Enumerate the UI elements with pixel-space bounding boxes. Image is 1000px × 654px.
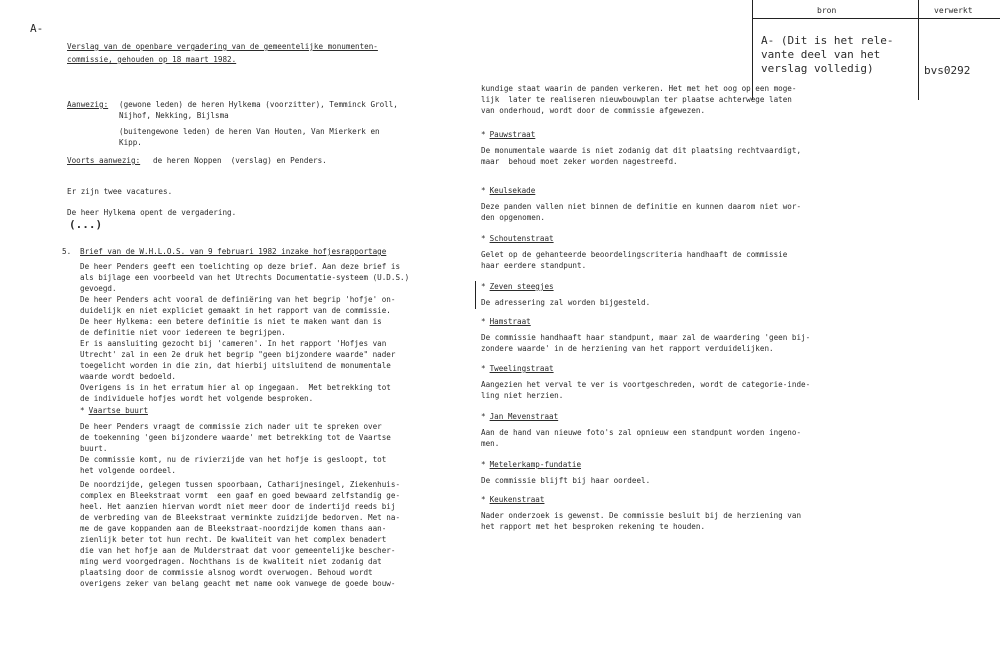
asterisk-icon: * [481,495,486,504]
text-line: de toekenning 'geen bijzondere waarde' met betrekking tot de Vaartse [80,433,391,442]
column-header-verwerkt: verwerkt [934,6,973,15]
item-number: 5. [62,247,72,256]
section-jan-mevenstraat [481,411,801,449]
text-line: complex en Bleekstraat vormt een gaaf en goed bewaard zelfstandig ge- [80,491,401,500]
asterisk-icon: * [481,317,486,326]
report-title-line-2: commissie, gehouden op 18 maart 1982. [67,55,237,64]
text-line: Er is aansluiting gezocht bij 'cameren'. In het rapport 'Hofjes van [80,339,387,348]
text-line: Aangezien het verval te ver is voortgeschreden, wordt de categorie-inde- [481,380,811,389]
text-line: zienlijk beter tot hun recht. De kwaliteit van het complex benadert [80,535,387,544]
aanwezig-line-3: (buitengewone leden) de heren Van Houten, Van Mierkerk en [119,127,380,136]
section-heading: Zeven steegjes [489,282,554,291]
text-line: den opgenomen. [481,213,546,222]
section-heading: Hamstraat [489,317,531,326]
opening-text: De heer Hylkema opent de vergadering. [67,208,237,217]
text-line: buurt. [80,444,108,453]
text-line: haar eerdere standpunt. [481,261,587,270]
asterisk-icon: * [481,130,486,139]
item-title: Brief van de W.H.L.O.S. van 9 februari 1982 inzake hofjesrapportage [80,247,387,256]
text-line: heel. Het aanzien hiervan wordt niet meer door de indertijd reeds bij [80,502,396,511]
section-keulsekade [481,185,801,223]
section-heading: Pauwstraat [489,130,536,139]
section-heading: Jan Mevenstraat [489,412,559,421]
text-line: ling niet herzien. [481,391,564,400]
noordzijde-paragraph [80,479,400,589]
text-line: als bijlage een voorbeeld van het Utrechts Documentatie-systeem (U.D.S.) [80,273,410,282]
section-heading: Schoutenstraat [489,234,554,243]
text-line: De heer Penders acht vooral de definiëring van het begrip 'hofje' on- [80,295,396,304]
text-line: ming werd voorgedragen. Nochthans is de kwaliteit niet zodanig dat [80,557,382,566]
text-line: Utrecht' zal in een 2e druk het begrip "geen bijzondere waarde" nader [80,350,396,359]
text-line: De commissie handhaaft haar standpunt, maar zal de waardering 'geen bij- [481,333,811,342]
aanwezig-label: Aanwezig: [67,100,109,109]
section-heading: Keukenstraat [489,495,545,504]
text-line: De heer Penders vraagt de commissie zich nader uit te spreken over [80,422,382,431]
text-line: de verbreding van de Bleekstraat verminkte zuidzijde bedorven. Met na- [80,513,401,522]
text-line: Overigens is in het erratum hier al op ingegaan. Met betrekking tot [80,383,391,392]
bron-line-2: vante deel van het [761,48,881,61]
text-line: toegelicht worden in die zin, dat hierbij uitsluitend de monumentale [80,361,391,370]
text-line: lijk later te realiseren nieuwbouwplan ter plaatse achterwege laten [481,95,792,104]
text-line: plaatsing door de commissie alsnog wordt overwogen. Behoud wordt [80,568,373,577]
text-line: het volgende oordeel. [80,466,177,475]
margin-bracket [475,281,476,309]
text-line: me de gave koppanden aan de Bleekstraat-noordzijde komen thans aan- [80,524,387,533]
column-header-bron: bron [817,6,837,15]
section-hamstraat [481,316,810,354]
section-heading: Metelerkamp-fundatie [489,460,582,469]
header-rule [752,18,1000,19]
section-heading: Tweelingstraat [489,364,554,373]
text-line: het rapport met het besproken rekening te houden. [481,522,706,531]
continued-paragraph [481,83,796,116]
text-line: die van het hofje aan de Mulderstraat dat voor gemeentelijke bescher- [80,546,396,555]
asterisk-icon: * [481,364,486,373]
text-line: De commissie blijft bij haar oordeel. [481,476,651,485]
text-line: kundige staat waarin de panden verkeren. Het met het oog op een moge- [481,84,797,93]
text-line: overigens zeker van belang geacht met name ook vanwege de goede bouw- [80,579,396,588]
voorts-text: de heren Noppen (verslag) en Penders. [153,156,327,165]
bron-line-1: A- (Dit is het rele- [761,34,894,47]
section-heading: Keulsekade [489,186,536,195]
text-line: De heer Penders geeft een toelichting op deze brief. Aan deze brief is [80,262,401,271]
text-line: de individuele hofjes wordt het volgende besproken. [80,394,314,403]
asterisk-icon: * [481,412,486,421]
section-keukenstraat [481,494,801,532]
voorts-label: Voorts aanwezig: [67,156,141,165]
asterisk-icon: * [80,406,85,415]
asterisk-icon: * [481,234,486,243]
text-line: zondere waarde' in de herziening van het rapport verduidelijken. [481,344,774,353]
text-line: maar behoud moet zeker worden nagestreefd. [481,157,678,166]
bron-line-3: verslag volledig) [761,62,874,75]
text-line: Aan de hand van nieuwe foto's zal opnieuw een standpunt worden ingeno- [481,428,802,437]
penders-paragraph [80,261,409,404]
text-line: Nader onderzoek is gewenst. De commissie besluit bij de herziening van [481,511,802,520]
section-tweelingstraat [481,363,810,401]
section-pauwstraat [481,129,801,167]
asterisk-icon: * [481,460,486,469]
text-line: Deze panden vallen niet binnen de definitie en kunnen daarom niet wor- [481,202,802,211]
text-line: waarde wordt bedoeld. [80,372,177,381]
header-divider-right [918,0,919,100]
text-line: de definitie niet voor iedereen te begrijpen. [80,328,286,337]
section-zeven-steegjes [481,281,650,308]
text-line: men. [481,439,500,448]
text-line: De noordzijde, gelegen tussen spoorbaan, Catharijnesingel, Ziekenhuis- [80,480,401,489]
asterisk-icon: * [481,186,486,195]
section-metelerkamp [481,459,650,486]
vacatures-text: Er zijn twee vacatures. [67,187,173,196]
ellipsis-mark: (...) [69,218,103,231]
report-title-line-1: Verslag van de openbare vergadering van de gemeentelijke monumenten- [67,42,378,51]
asterisk-icon: * [481,282,486,291]
corner-mark: A- [30,22,44,35]
text-line: Gelet op de gehanteerde beoordelingscriteria handhaaft de commissie [481,250,788,259]
text-line: duidelijk en niet expliciet gemaakt in het rapport van de commissie. [80,306,391,315]
text-line: De heer Hylkema: een betere definitie is niet te maken want dan is [80,317,382,326]
section-schoutenstraat [481,233,787,271]
vaartse-paragraph [80,421,391,476]
section-heading-vaartse: * Vaartse buurt [80,406,149,415]
text-line: De commissie komt, nu de rivierzijde van het hofje is gesloopt, tot [80,455,387,464]
aanwezig-line-1: (gewone leden) de heren Hylkema (voorzitter), Temminck Groll, [119,100,398,109]
verwerkt-code: bvs0292 [924,64,971,77]
text-line: van onderhoud, wordt door de commissie afgewezen. [481,106,706,115]
aanwezig-line-2: Nijhof, Nekking, Bijlsma [119,111,229,120]
aanwezig-line-4: Kipp. [119,138,142,147]
text-line: gevoegd. [80,284,117,293]
text-line: De adressering zal worden bijgesteld. [481,298,651,307]
text-line: De monumentale waarde is niet zodanig dat dit plaatsing rechtvaardigt, [481,146,802,155]
